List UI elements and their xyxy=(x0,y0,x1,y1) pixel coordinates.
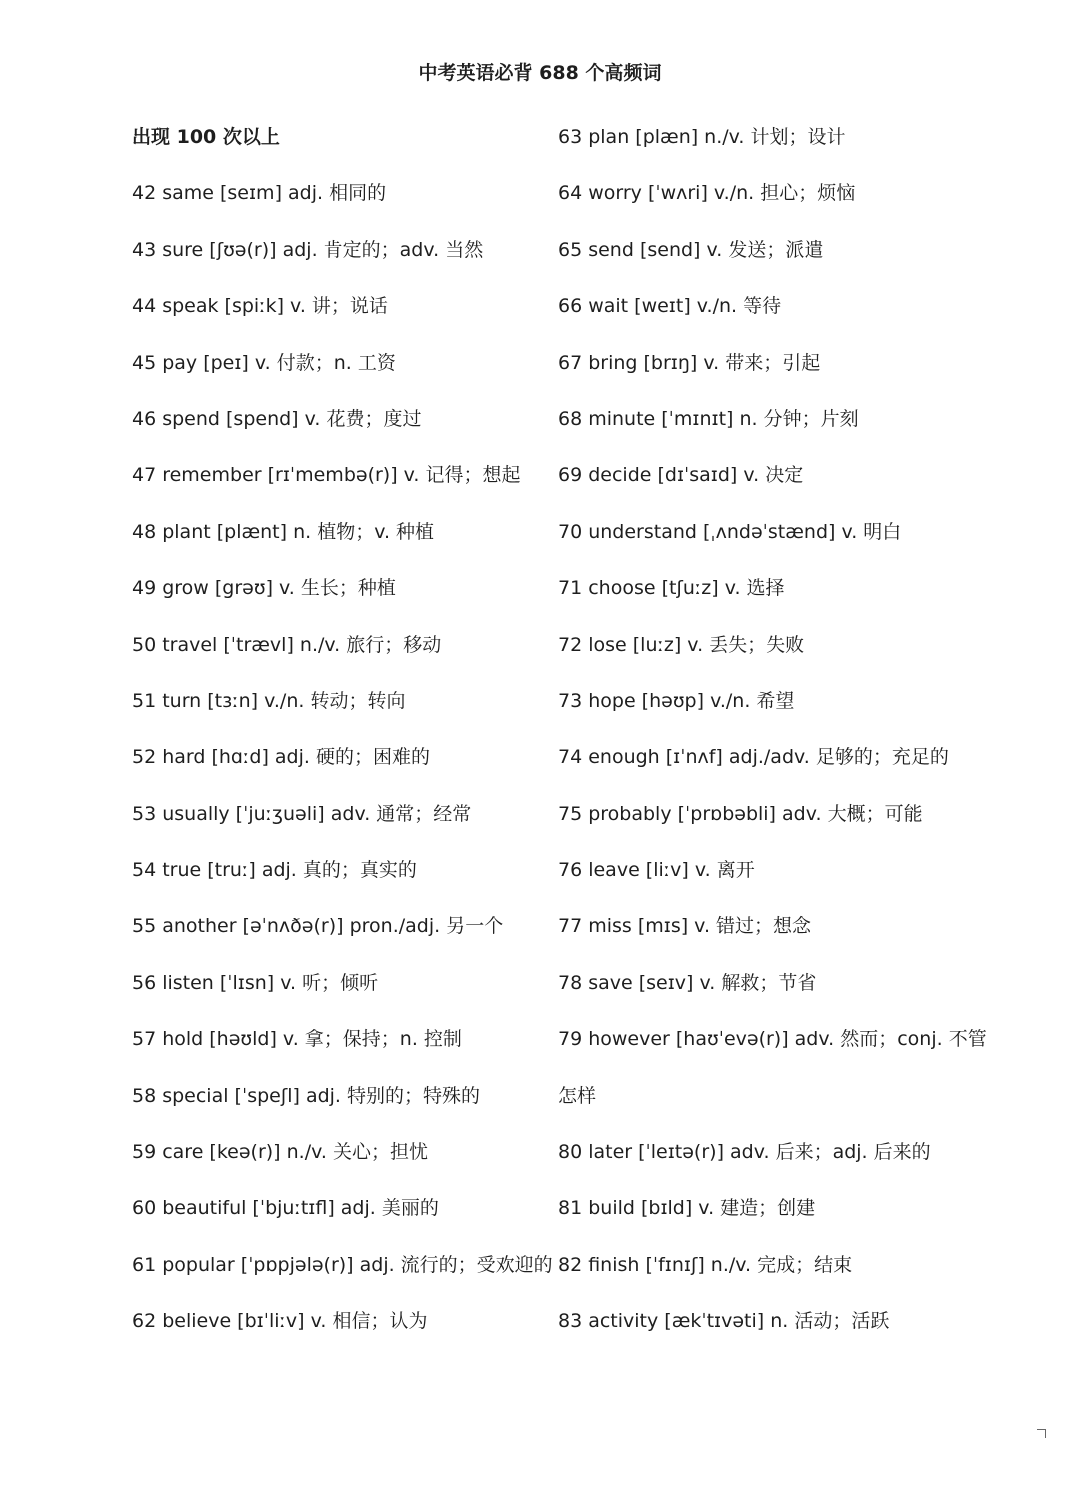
vocab-entry: 42 same [seɪm] adj. 相同的 xyxy=(132,182,387,205)
vocab-entry: 74 enough [ɪˈnʌf] adj./adv. 足够的；充足的 xyxy=(558,746,949,769)
vocab-entry: 77 miss [mɪs] v. 错过；想念 xyxy=(558,915,812,938)
vocab-entry: 78 save [seɪv] v. 解救；节省 xyxy=(558,971,817,994)
vocab-entry: 76 leave [liːv] v. 离开 xyxy=(558,859,755,882)
vocab-entry: 80 later [ˈleɪtə(r)] adv. 后来；adj. 后来的 xyxy=(558,1141,931,1164)
vocab-entry: 79 however [haʊˈevə(r)] adv. 然而；conj. 不管 xyxy=(558,1028,987,1051)
vocab-entry: 57 hold [həʊld] v. 拿；保持；n. 控制 xyxy=(132,1028,462,1051)
section-heading: 出现 100 次以上 xyxy=(132,126,280,148)
vocab-entry-continuation: 怎样 xyxy=(558,1084,597,1107)
vocab-entry: 68 minute [ˈmɪnɪt] n. 分钟；片刻 xyxy=(558,407,859,430)
vocab-entry: 46 spend [spend] v. 花费；度过 xyxy=(132,407,422,430)
vocab-entry: 47 remember [rɪˈmembə(r)] v. 记得；想起 xyxy=(132,464,521,487)
vocab-entry: 45 pay [peɪ] v. 付款；n. 工资 xyxy=(132,351,396,374)
vocab-entry: 58 special [ˈspeʃl] adj. 特别的；特殊的 xyxy=(132,1084,481,1107)
vocab-entry: 48 plant [plænt] n. 植物；v. 种植 xyxy=(132,520,435,543)
vocab-entry: 65 send [send] v. 发送；派遣 xyxy=(558,238,824,261)
vocab-entry: 63 plan [plæn] n./v. 计划；设计 xyxy=(558,126,846,148)
vocab-entry: 51 turn [tɜːn] v./n. 转动；转向 xyxy=(132,689,406,712)
vocab-entry: 73 hope [həʊp] v./n. 希望 xyxy=(558,689,795,712)
left-column xyxy=(132,123,553,1364)
vocab-entry: 43 sure [ʃʊə(r)] adj. 肯定的；adv. 当然 xyxy=(132,238,484,261)
vocab-entry: 53 usually [ˈjuːʒuəli] adv. 通常；经常 xyxy=(132,802,472,825)
vocab-entry: 56 listen [ˈlɪsn] v. 听；倾听 xyxy=(132,971,379,994)
vocab-entry: 55 another [əˈnʌðə(r)] pron./adj. 另一个 xyxy=(132,915,504,938)
vocab-entry: 75 probably [ˈprɒbəbli] adv. 大概；可能 xyxy=(558,802,923,825)
vocab-entry: 54 true [truː] adj. 真的；真实的 xyxy=(132,859,417,882)
vocab-entry: 82 finish [ˈfɪnɪʃ] n./v. 完成；结束 xyxy=(558,1253,853,1276)
page-corner-mark xyxy=(1037,1429,1046,1438)
vocab-entry: 67 bring [brɪŋ] v. 带来；引起 xyxy=(558,351,821,374)
vocab-entry: 66 wait [weɪt] v./n. 等待 xyxy=(558,295,782,318)
vocab-entry: 49 grow [grəʊ] v. 生长；种植 xyxy=(132,577,396,600)
vocab-entry: 83 activity [ækˈtɪvəti] n. 活动；活跃 xyxy=(558,1310,890,1333)
vocab-entry: 71 choose [tʃuːz] v. 选择 xyxy=(558,577,785,600)
vocab-entry: 59 care [keə(r)] n./v. 关心；担忧 xyxy=(132,1141,428,1164)
vocab-entry: 62 believe [bɪˈliːv] v. 相信；认为 xyxy=(132,1310,428,1333)
vocab-entry: 60 beautiful [ˈbjuːtɪfl] adj. 美丽的 xyxy=(132,1197,439,1220)
vocab-entry: 52 hard [hɑːd] adj. 硬的；困难的 xyxy=(132,746,430,769)
vocab-entry: 81 build [bɪld] v. 建造；创建 xyxy=(558,1197,816,1220)
vocab-entry: 61 popular [ˈpɒpjələ(r)] adj. 流行的；受欢迎的 xyxy=(132,1253,553,1276)
document-title: 中考英语必背 688 个高频词 xyxy=(418,62,662,84)
vocab-entry: 69 decide [dɪˈsaɪd] v. 决定 xyxy=(558,464,804,487)
vocab-entry: 72 lose [luːz] v. 丢失；失败 xyxy=(558,633,805,656)
vocab-entry: 50 travel [ˈtrævl] n./v. 旅行；移动 xyxy=(132,633,442,656)
vocab-entry: 70 understand [ˌʌndəˈstænd] v. 明白 xyxy=(558,520,902,543)
right-column xyxy=(558,123,987,1364)
vocab-entry: 44 speak [spiːk] v. 讲；说话 xyxy=(132,295,388,318)
vocab-entry: 64 worry [ˈwʌri] v./n. 担心；烦恼 xyxy=(558,182,856,205)
